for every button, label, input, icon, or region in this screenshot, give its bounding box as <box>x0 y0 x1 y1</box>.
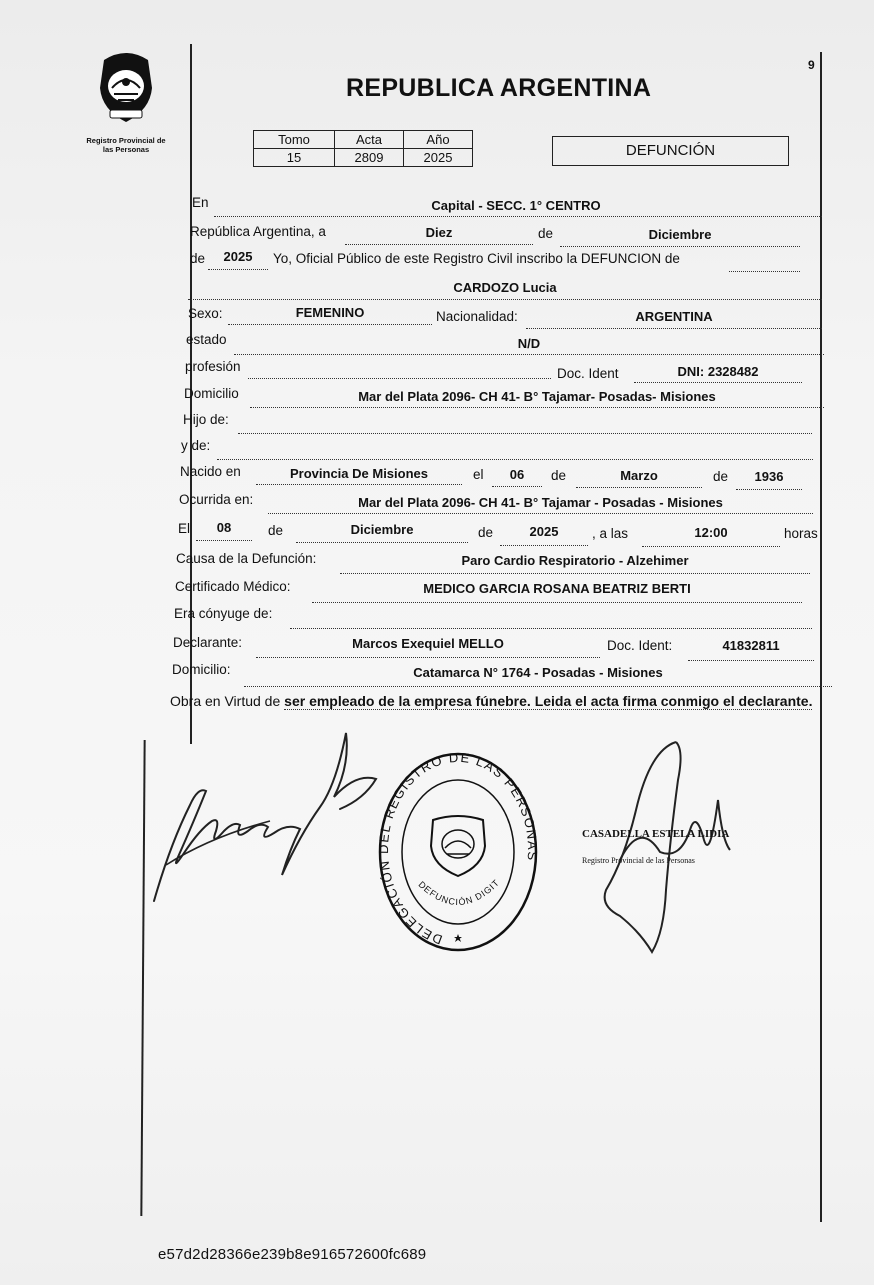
officer-name: CASADELLA ESTELA LIDIA <box>582 828 730 840</box>
de-label-3: de <box>713 469 729 484</box>
officer-role: Registro Provincial de las Personas <box>582 856 695 865</box>
declarante-label: Declarante: <box>173 635 243 650</box>
yde-label: y de: <box>181 438 211 453</box>
tomo-acta-table <box>253 130 473 167</box>
causa-label: Causa de la Defunción: <box>176 551 317 566</box>
misiones-logo <box>90 48 162 128</box>
obra-label: Obra en Virtud de <box>170 693 281 709</box>
hijo-label: Hijo de: <box>183 412 229 427</box>
domicilio-value: Mar del Plata 2096- CH 41- B° Tajamar- Posadas- Misiones <box>358 389 716 404</box>
domicilio2-label: Domicilio: <box>172 662 231 677</box>
inscribo-text: Yo, Oficial Público de este Registro Civil inscribo la DEFUNCION de <box>273 251 680 266</box>
hora-value: 12:00 <box>694 525 728 540</box>
nacionalidad-label: Nacionalidad: <box>436 309 518 324</box>
nac-mes-value: Marzo <box>620 468 658 483</box>
nac-anio-value: 1936 <box>754 469 784 484</box>
republica-label: República Argentina, a <box>190 224 326 239</box>
domicilio2-value: Catamarca N° 1764 - Posadas - Misiones <box>413 665 663 680</box>
de-label-5: de <box>478 525 494 540</box>
value-anio: 2025 <box>404 149 473 167</box>
de-label-1: de <box>538 226 554 241</box>
cert-value: MEDICO GARCIA ROSANA BEATRIZ BERTI <box>423 581 691 596</box>
registro-line-2: las Personas <box>102 145 150 154</box>
registro-stamp <box>375 752 541 961</box>
defuncion-box: DEFUNCIÓN <box>552 136 789 166</box>
inscribo-line <box>729 261 800 272</box>
anio-value: 2025 <box>223 249 253 264</box>
lugar-value: Capital - SECC. 1° CENTRO <box>431 198 601 213</box>
header-tomo: Tomo <box>254 131 335 149</box>
conyuge-label: Era cónyuge de: <box>174 606 273 621</box>
nacido-label: Nacido en <box>180 464 241 479</box>
sexo-label: Sexo: <box>188 306 223 321</box>
value-acta: 2809 <box>335 149 404 167</box>
nacionalidad-value: ARGENTINA <box>635 309 713 324</box>
ocurrida-value: Mar del Plata 2096- CH 41- B° Tajamar - Posadas - Misiones <box>358 495 723 510</box>
declarante-value: Marcos Exequiel MELLO <box>352 636 504 651</box>
page-number: 9 <box>808 58 815 72</box>
conyuge-line <box>290 618 812 629</box>
obra-paragraph <box>170 692 832 711</box>
nac-dia-value: 06 <box>509 467 525 482</box>
causa-value: Paro Cardio Respiratorio - Alzehimer <box>461 553 689 568</box>
cert-label: Certificado Médico: <box>175 579 291 594</box>
doc2-value: 41832811 <box>722 638 780 653</box>
def-anio-value: 2025 <box>529 524 559 539</box>
def-mes-value: Diciembre <box>350 522 414 537</box>
doc-value: DNI: 2328482 <box>677 364 759 379</box>
left-border-line-lower <box>140 740 145 1216</box>
hijo-line <box>238 423 812 434</box>
page-title: REPUBLICA ARGENTINA <box>346 74 652 102</box>
officer-signature <box>580 740 750 960</box>
estado-value: N/D <box>517 336 541 351</box>
el-fecha-label: El <box>178 521 191 536</box>
doc-label: Doc. Ident <box>557 366 619 381</box>
dia-value: Diez <box>425 225 453 240</box>
value-tomo: 15 <box>254 149 335 167</box>
profesion-label: profesión <box>185 359 241 374</box>
header-anio: Año <box>404 131 473 149</box>
el-label: el <box>473 467 484 482</box>
stamp-outer-text: DELEGACIÓN DEL REGISTRO DE LAS PERSONAS <box>375 752 541 948</box>
document-hash: e57d2d28366e239b8e916572600fc689 <box>158 1246 427 1263</box>
declarante-signature <box>150 725 390 920</box>
mes-value: Diciembre <box>648 227 712 242</box>
obra-text: ser empleado de la empresa fúnebre. Leida el acta firma conmigo el declarante. <box>284 693 813 709</box>
de-label-2: de <box>551 468 567 483</box>
header-acta: Acta <box>335 131 404 149</box>
yde-line <box>217 449 813 460</box>
de-anio-label: de <box>190 251 206 266</box>
sexo-value: FEMENINO <box>295 305 365 320</box>
estado-label: estado <box>186 332 227 347</box>
right-border-line <box>820 52 822 1222</box>
stamp-emblem <box>431 816 485 876</box>
profesion-line <box>248 368 551 379</box>
de-label-4: de <box>268 523 284 538</box>
domicilio-label: Domicilio <box>184 386 239 401</box>
nacido-lugar-value: Provincia De Misiones <box>290 466 428 481</box>
registro-line-1: Registro Provincial de <box>86 136 166 145</box>
stamp-inner-text: DEFUNCIÓN DIGIT <box>416 877 502 908</box>
registro-provincial-label <box>66 136 186 154</box>
ocurrida-label: Ocurrida en: <box>179 492 254 507</box>
horas-label: horas <box>784 526 818 541</box>
en-label: En <box>192 195 209 210</box>
nombre-value: CARDOZO Lucia <box>453 280 557 295</box>
doc2-label: Doc. Ident: <box>607 638 673 653</box>
alas-label: , a las <box>592 526 629 541</box>
def-dia-value: 08 <box>216 520 232 535</box>
